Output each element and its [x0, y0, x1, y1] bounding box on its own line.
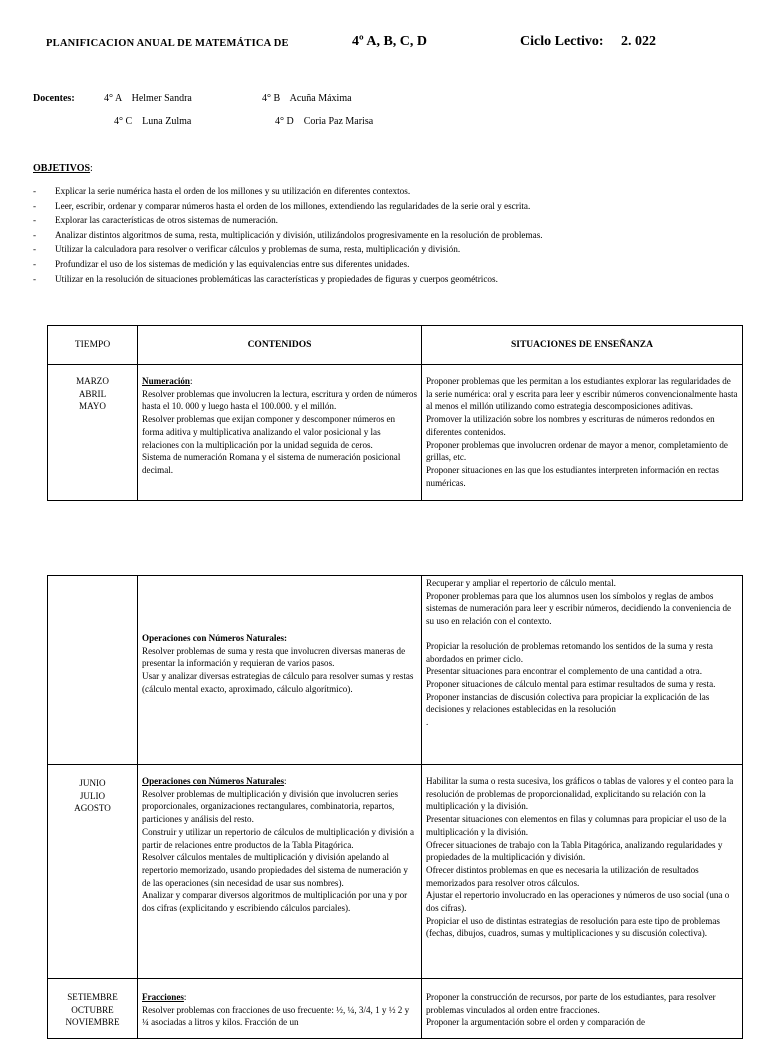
situacion-item: Recuperar y ampliar el repertorio de cálculo mental. — [426, 578, 616, 588]
situacion-item: Proponer problemas para que los alumnos usen los símbolos y reglas de ambos sistemas de numeración para leer y escribir números, decidiendo la conveniencia de su uso en relación con el contexto. — [426, 590, 732, 627]
situacion-item: Proponer la construcción de recursos, por parte de los estudiantes, para resolver problemas vinculados al orden entre fracciones. — [426, 992, 716, 1015]
objetivo-item: - Utilizar la calculadora para resolver o verificar cálculos y problemas de suma, resta, multiplicación y división. — [33, 244, 461, 255]
plan-table-1 — [47, 325, 743, 501]
situacion-item: Propiciar el uso de distintas estrategias de resolución para este tipo de problemas (fechas, dibujos, cuadros, sumas y multiplicaciones y su discusión colectiva). — [426, 915, 720, 939]
month-label: JULIO — [79, 790, 106, 801]
objetivo-item: - Analizar distintos algoritmos de suma, resta, multiplicación y división, utilizándolos progresivamente en la resolución de problemas. — [33, 229, 543, 240]
situacion-item: Propiciar la resolución de problemas retomando los sentidos de la suma y resta abordados en primer ciclo. — [426, 640, 713, 664]
teacher-4a: 4° A Helmer Sandra — [104, 93, 192, 104]
teacher-4b: 4° B Acuña Máxima — [262, 93, 352, 104]
month-label: AGOSTO — [74, 803, 111, 814]
contenidos-cell: Fracciones: Resolver problemas con fracciones de uso frecuente: ½, ¼, 3/4, 1 y ½ 2 y ¼ asociadas a litros y kilos. Fracción de un — [138, 979, 422, 1039]
contenidos-heading: Numeración — [142, 376, 190, 386]
situacion-item: Proponer problemas que involucren ordenar de mayor a menor, completamiento de grillas, etc. — [426, 439, 728, 463]
contenido-item: Resolver problemas que exijan componer y descomponer números en forma aditiva y multiplicativa analizando el valor posicional y las relaciones con la multiplicación por la unidad seguida de ceros. — [142, 414, 396, 450]
contenido-item: Resolver cálculos mentales de multiplicación y división apelando al repertorio memorizado, usando propiedades del sistema de numeración y de las operaciones (sin necesidad de usar sus nombres). — [142, 852, 408, 888]
month-label: ABRIL — [78, 388, 107, 399]
contenido-item: Resolver problemas de suma y resta que involucren diversas maneras de presentar la información y requieran de varios pasos. — [142, 645, 406, 669]
plan-table-2 — [47, 575, 743, 1039]
situacion-item: Proponer problemas que les permitan a los estudiantes explorar las regularidades de la serie numérica: oral y escrita para leer y escribir números convencionalmente hasta al menos el millón utilizando como estrategia descomposiciones aditivas. — [426, 376, 738, 412]
month-label: JUNIO — [79, 778, 106, 788]
contenido-item: Usar y analizar diversas estrategias de cálculo para resolver sumas y restas (cálculo mental exacto, aproximado, cálculo algorítmico). — [142, 671, 414, 694]
objetivos-list — [33, 184, 543, 286]
contenido-item: Resolver problemas con fracciones de uso frecuente: ½, ¼, 3/4, 1 y ½ 2 y ¼ asociadas a litros y kilos. Fracción de un — [142, 1004, 410, 1028]
situacion-item: Habilitar la suma o resta sucesiva, los gráficos o tablas de valores y el conteo para la resolución de problemas de proporcionalidad, explicitando su relación con la multiplicación y la división. — [426, 776, 734, 812]
situacion-item: Presentar situaciones para encontrar el complemento de una cantidad a otra. — [426, 666, 702, 677]
situaciones-cell — [422, 365, 743, 501]
month-label: SETIEMBRE — [67, 992, 118, 1002]
document-title: PLANIFICACION ANUAL DE MATEMÁTICA DE — [46, 38, 289, 49]
month-label: OCTUBRE — [71, 1004, 114, 1015]
objetivo-item: - Leer, escribir, ordenar y comparar números hasta el orden de los millones, extendiendo las regularidades de la serie oral y escrita. — [33, 200, 531, 211]
contenido-item: Resolver problemas que involucren la lectura, escritura y orden de números hasta el 10. 000 y luego hasta el 100.000. y el millón. — [142, 388, 417, 412]
contenidos-heading: Fracciones — [142, 992, 184, 1002]
contenidos-heading: Operaciones con Números Naturales: — [142, 633, 288, 643]
objetivo-item: - Explicar la serie numérica hasta el orden de los millones y su utilización en diferentes contextos. — [33, 186, 411, 196]
contenidos-cell: Numeración: Resolver problemas que involucren la lectura, escritura y orden de números hasta el 10. 000 y luego hasta el 100.000. y el millón. Resolver problemas que exijan componer y descomponer números en forma aditiva y multiplicativa analizando el valor posicional y las relaciones con la multiplicación por la unidad seguida de ceros. Sistema de numeración Romana y el sistema de numeración posicional decimal. — [138, 365, 422, 501]
contenido-item: Sistema de numeración Romana y el sistema de numeración posicional decimal. — [142, 452, 401, 475]
situacion-item: . — [426, 717, 429, 728]
situacion-item: Ofrecer situaciones de trabajo con la Tabla Pitagórica, analizando regularidades y propiedades de la multiplicación y división. — [426, 839, 723, 863]
tiempo-cell — [48, 979, 138, 1039]
tiempo-cell — [48, 365, 138, 501]
contenido-item: Analizar y comparar diversos algoritmos de multiplicación por una y por dos cifras (explicitando y escribiendo cálculos parciales). — [142, 890, 408, 914]
month-label: MAYO — [79, 401, 106, 412]
col-header-tiempo: TIEMPO — [48, 326, 138, 365]
contenido-item: Construir y utilizar un repertorio de cálculos de multiplicación y división a partir de relaciones entre productos de la Tabla Pitagórica. — [142, 826, 414, 850]
teacher-4d: 4° D Coria Paz Marisa — [275, 116, 374, 127]
tiempo-cell — [48, 576, 138, 765]
situacion-item: Proponer la argumentación sobre el orden y comparación de — [426, 1017, 646, 1028]
grades: 4º A, B, C, D — [352, 34, 428, 49]
situacion-item: Promover la utilización sobre los nombres y escrituras de números redondos en diferentes contenidos. — [426, 414, 715, 437]
objetivo-item: - Utilizar en la resolución de situaciones problemáticas las características y propiedades de figuras y cuerpos geométricos. — [33, 273, 498, 284]
contenidos-cell: Operaciones con Números Naturales: Resolver problemas de multiplicación y división que involucren series proporcionales, organizaciones rectangulares, combinatoria, repartos, particiones y análisis del resto. Construir y utilizar un repertorio de cálculos de multiplicación y división a partir de relaciones entre productos de la Tabla Pitagórica. Resolver cálculos mentales de multiplicación y división apelando al repertorio memorizado, usando propiedades del sistema de numeración y de las operaciones (sin necesidad de usar sus nombres). Analizar y comparar diversos algoritmos de multiplicación por una y por dos cifras (explicitando y escribiendo cálculos parciales). — [138, 765, 422, 979]
teacher-4c: 4° C Luna Zulma — [114, 116, 192, 127]
contenido-item: Resolver problemas de multiplicación y división que involucren series proporcionales, organizaciones rectangulares, combinatoria, repartos, particiones y análisis del resto. — [142, 788, 399, 825]
docentes-label: Docentes: — [33, 93, 75, 104]
contenidos-cell — [138, 576, 422, 765]
month-label: MARZO — [76, 376, 109, 386]
situaciones-cell — [422, 576, 743, 765]
situaciones-cell — [422, 979, 743, 1039]
situacion-spacer — [426, 628, 738, 640]
situacion-item: Proponer situaciones en las que los estudiantes interpreten información en rectas numéricas. — [426, 464, 719, 488]
ciclo-label: Ciclo Lectivo: — [520, 34, 604, 49]
situacion-item: Presentar situaciones con elementos en filas y columnas para propiciar el uso de la multiplicación y la división. — [426, 814, 727, 837]
situacion-item: Ajustar el repertorio involucrado en las operaciones y números de uso social (una o dos cifras). — [426, 890, 730, 914]
month-label: NOVIEMBRE — [65, 1017, 120, 1028]
objetivos-heading: OBJETIVOS: — [33, 163, 93, 174]
situacion-item: Proponer situaciones de cálculo mental para estimar resultados de suma y resta. — [426, 678, 716, 689]
ciclo-year: 2. 022 — [621, 34, 656, 49]
col-header-contenidos: CONTENIDOS — [138, 326, 422, 365]
tiempo-cell — [48, 765, 138, 979]
objetivo-item: - Explorar las características de otros sistemas de numeración. — [33, 215, 278, 226]
objetivo-item: - Profundizar el uso de los sistemas de medición y las equivalencias entre sus diferentes unidades. — [33, 258, 410, 269]
col-header-situaciones: SITUACIONES DE ENSEÑANZA — [422, 326, 743, 365]
situaciones-cell — [422, 765, 743, 979]
situacion-item: Ofrecer distintos problemas en que es necesaria la utilización de resultados memorizados para resolver otros cálculos. — [426, 864, 699, 888]
situacion-item: Proponer instancias de discusión colectiva para propiciar la explicación de las decisiones y relaciones establecidas en la resolución — [426, 691, 710, 715]
contenidos-heading: Operaciones con Números Naturales — [142, 776, 285, 786]
